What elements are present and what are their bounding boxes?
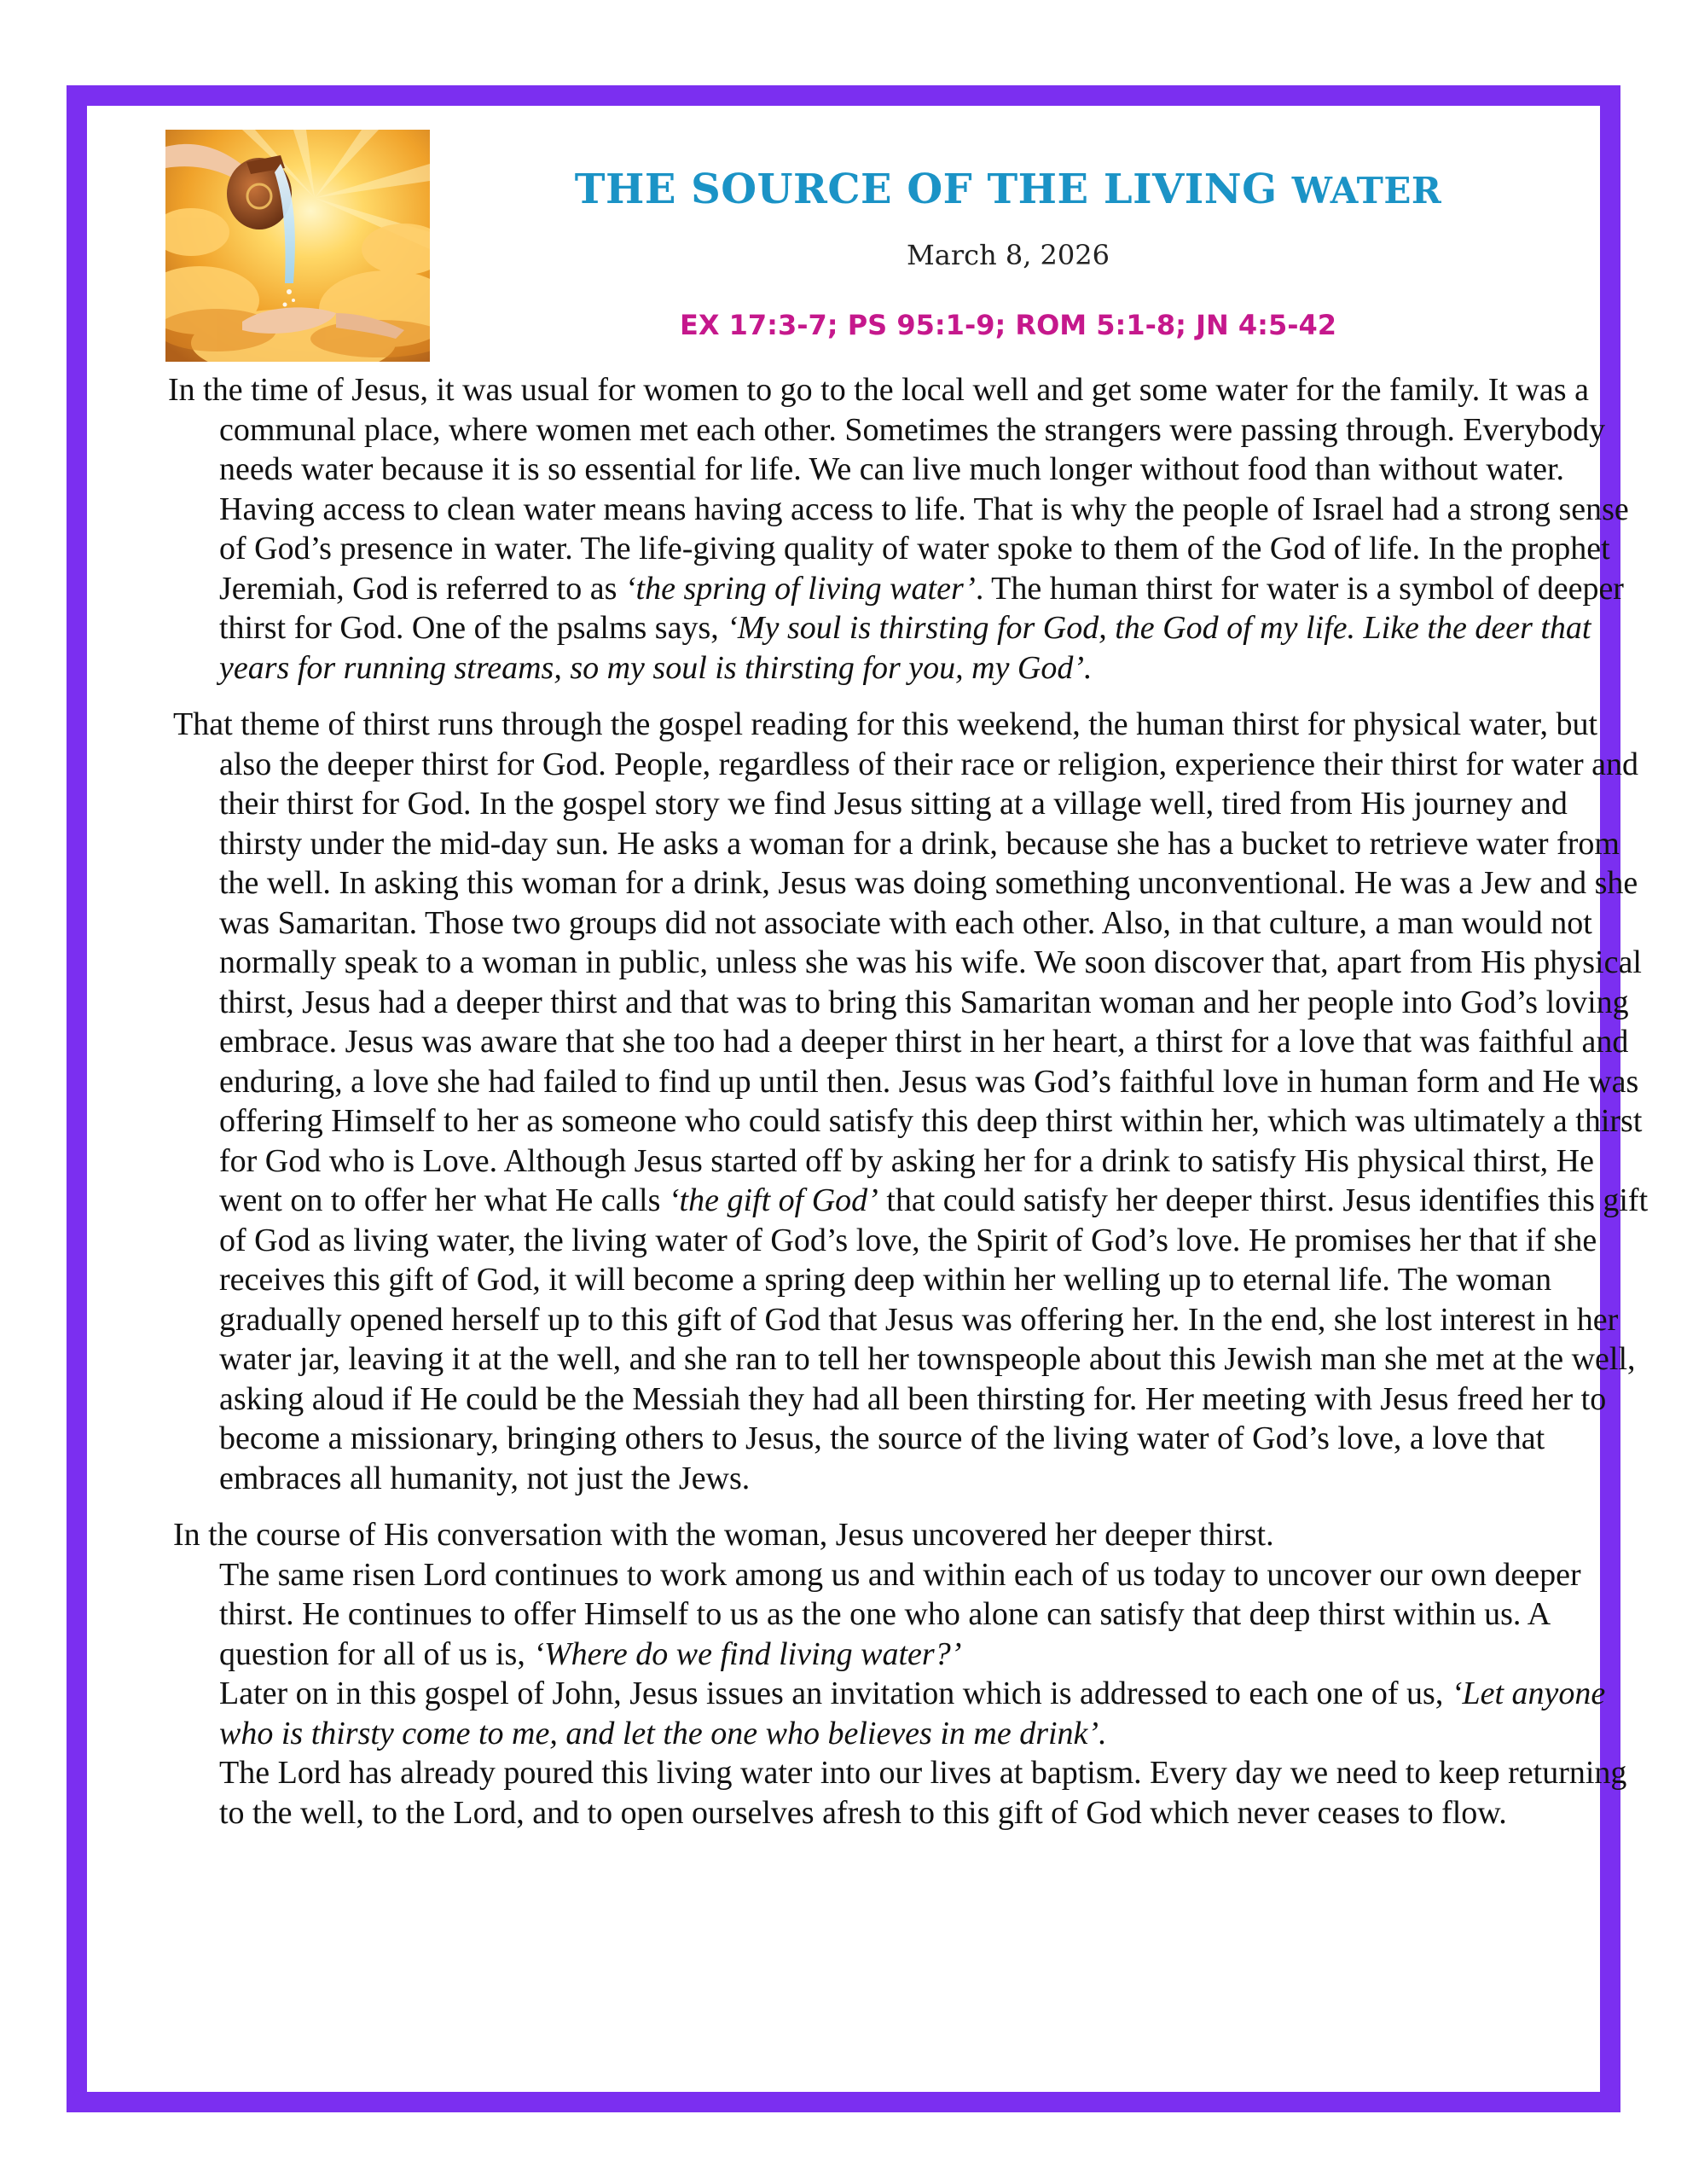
body-text bbox=[168, 370, 1656, 1833]
p3-quote-2: ‘Let anyone who is thirsty come to me, and let the one who believes in me drink’. bbox=[219, 1676, 1606, 1751]
p3-text-d: The Lord has already poured this living water into our lives at baptism. Every day we need to keep returning to the well, to the Lord, and to open ourselves afresh to this gift of God which never ceases to flow. bbox=[219, 1755, 1627, 1831]
date: March 8, 2026 bbox=[907, 239, 1110, 271]
scripture-readings: EX 17:3-7; PS 95:1-9; ROM 5:1-8; JN 4:5-42 bbox=[679, 309, 1337, 341]
p1-text-b: . The human thirst for water is a symbol of deeper thirst for God. One of the psalms says, bbox=[219, 570, 1624, 646]
p2-text-b: that could satisfy her deeper thirst. Jesus identifies this gift of God as living water, the living water of God’s love, the Spirit of God’s love. He promises her that if she receives this gift of God, it will become a spring deep within her welling up to eternal life. The woman gradually opened herself up to this gift of God that Jesus was offering her. In the end, she lost interest in her water jar, leaving it at the well, and she ran to tell her townspeople about this Jewish man she met at the well, asking aloud if He could be the Messiah they had all been thirsting for. Her meeting with Jesus freed her to become a missionary, bringing others to Jesus, the source of the living water of God’s love, a love that embraces all humanity, not just the Jews. bbox=[219, 1182, 1649, 1496]
p1-text-a: In the time of Jesus, it was usual for women to go to the local well and get some water for the family. It was a communal place, where women met each other. Sometimes the strangers were passing through. Everybody needs water because it is so essential for life. We can live much longer without food than without water. Having access to clean water means having access to life. That is why the people of Israel had a strong sense of God’s presence in water. The life-giving quality of water spoke to them of the God of life. In the prophet Jeremiah, God is referred to as bbox=[168, 372, 1629, 607]
paragraph-1 bbox=[168, 370, 1656, 688]
p3-text-a: In the course of His conversation with the woman, Jesus uncovered her deeper thirst. bbox=[173, 1517, 1274, 1553]
page-border bbox=[67, 85, 1649, 2112]
page-title bbox=[454, 166, 1562, 213]
illustration-drawing bbox=[165, 130, 430, 362]
water-jar-pouring-illustration bbox=[165, 130, 430, 362]
title-end: WATER bbox=[1291, 170, 1442, 212]
p2-quote-1: ‘the gift of God’ bbox=[668, 1182, 878, 1218]
p1-quote-2: ‘My soul is thirsting for God, the God of my life. Like the deer that years for running streams, so my soul is thirsting for you, my God’. bbox=[219, 610, 1591, 686]
title-main: THE SOURCE OF THE LIVING bbox=[574, 166, 1278, 213]
paragraph-3 bbox=[168, 1515, 1656, 1833]
p2-text-a: That theme of thirst runs through the gospel reading for this weekend, the human thirst for physical water, but also the deeper thirst for God. People, regardless of their race or religion, experience their thirst for water and their thirst for God. In the gospel story we find Jesus sitting at a village well, tired from His journey and thirsty under the mid-day sun. He asks a woman for a drink, because she has a bucket to retrieve water from the well. In asking this woman for a drink, Jesus was doing something unconventional. He was a Jew and she was Samaritan. Those two groups did not associate with each other. Also, in that culture, a man would not normally speak to a woman in public, unless she was his wife. We soon discover that, apart from His physical thirst, Jesus had a deeper thirst and that was to bring this Samaritan woman and her people into God’s loving embrace. Jesus was aware that she too had a deeper thirst in her heart, a thirst for a love that was faithful and enduring, a love she had failed to find up until then. Jesus was God’s faithful love in human form and He was offering Himself to her as someone who could satisfy this deep thirst within her, which was ultimately a thirst for God who is Love. Although Jesus started off by asking her for a drink to satisfy His physical thirst, He went on to offer her what He calls bbox=[173, 706, 1643, 1218]
p3-text-c: Later on in this gospel of John, Jesus issues an invitation which is addressed to each one of us, bbox=[219, 1676, 1452, 1711]
p1-quote-1: ‘the spring of living water’ bbox=[624, 570, 976, 607]
paragraph-2 bbox=[168, 705, 1656, 1498]
p3-quote-1: ‘Where do we find living water?’ bbox=[533, 1635, 962, 1672]
p3-text-b: The same risen Lord continues to work among us and within each of us today to uncover our own deeper thirst. He continues to offer Himself to us as the one who alone can satisfy that deep thirst within us. A question for all of us is, bbox=[219, 1556, 1581, 1672]
